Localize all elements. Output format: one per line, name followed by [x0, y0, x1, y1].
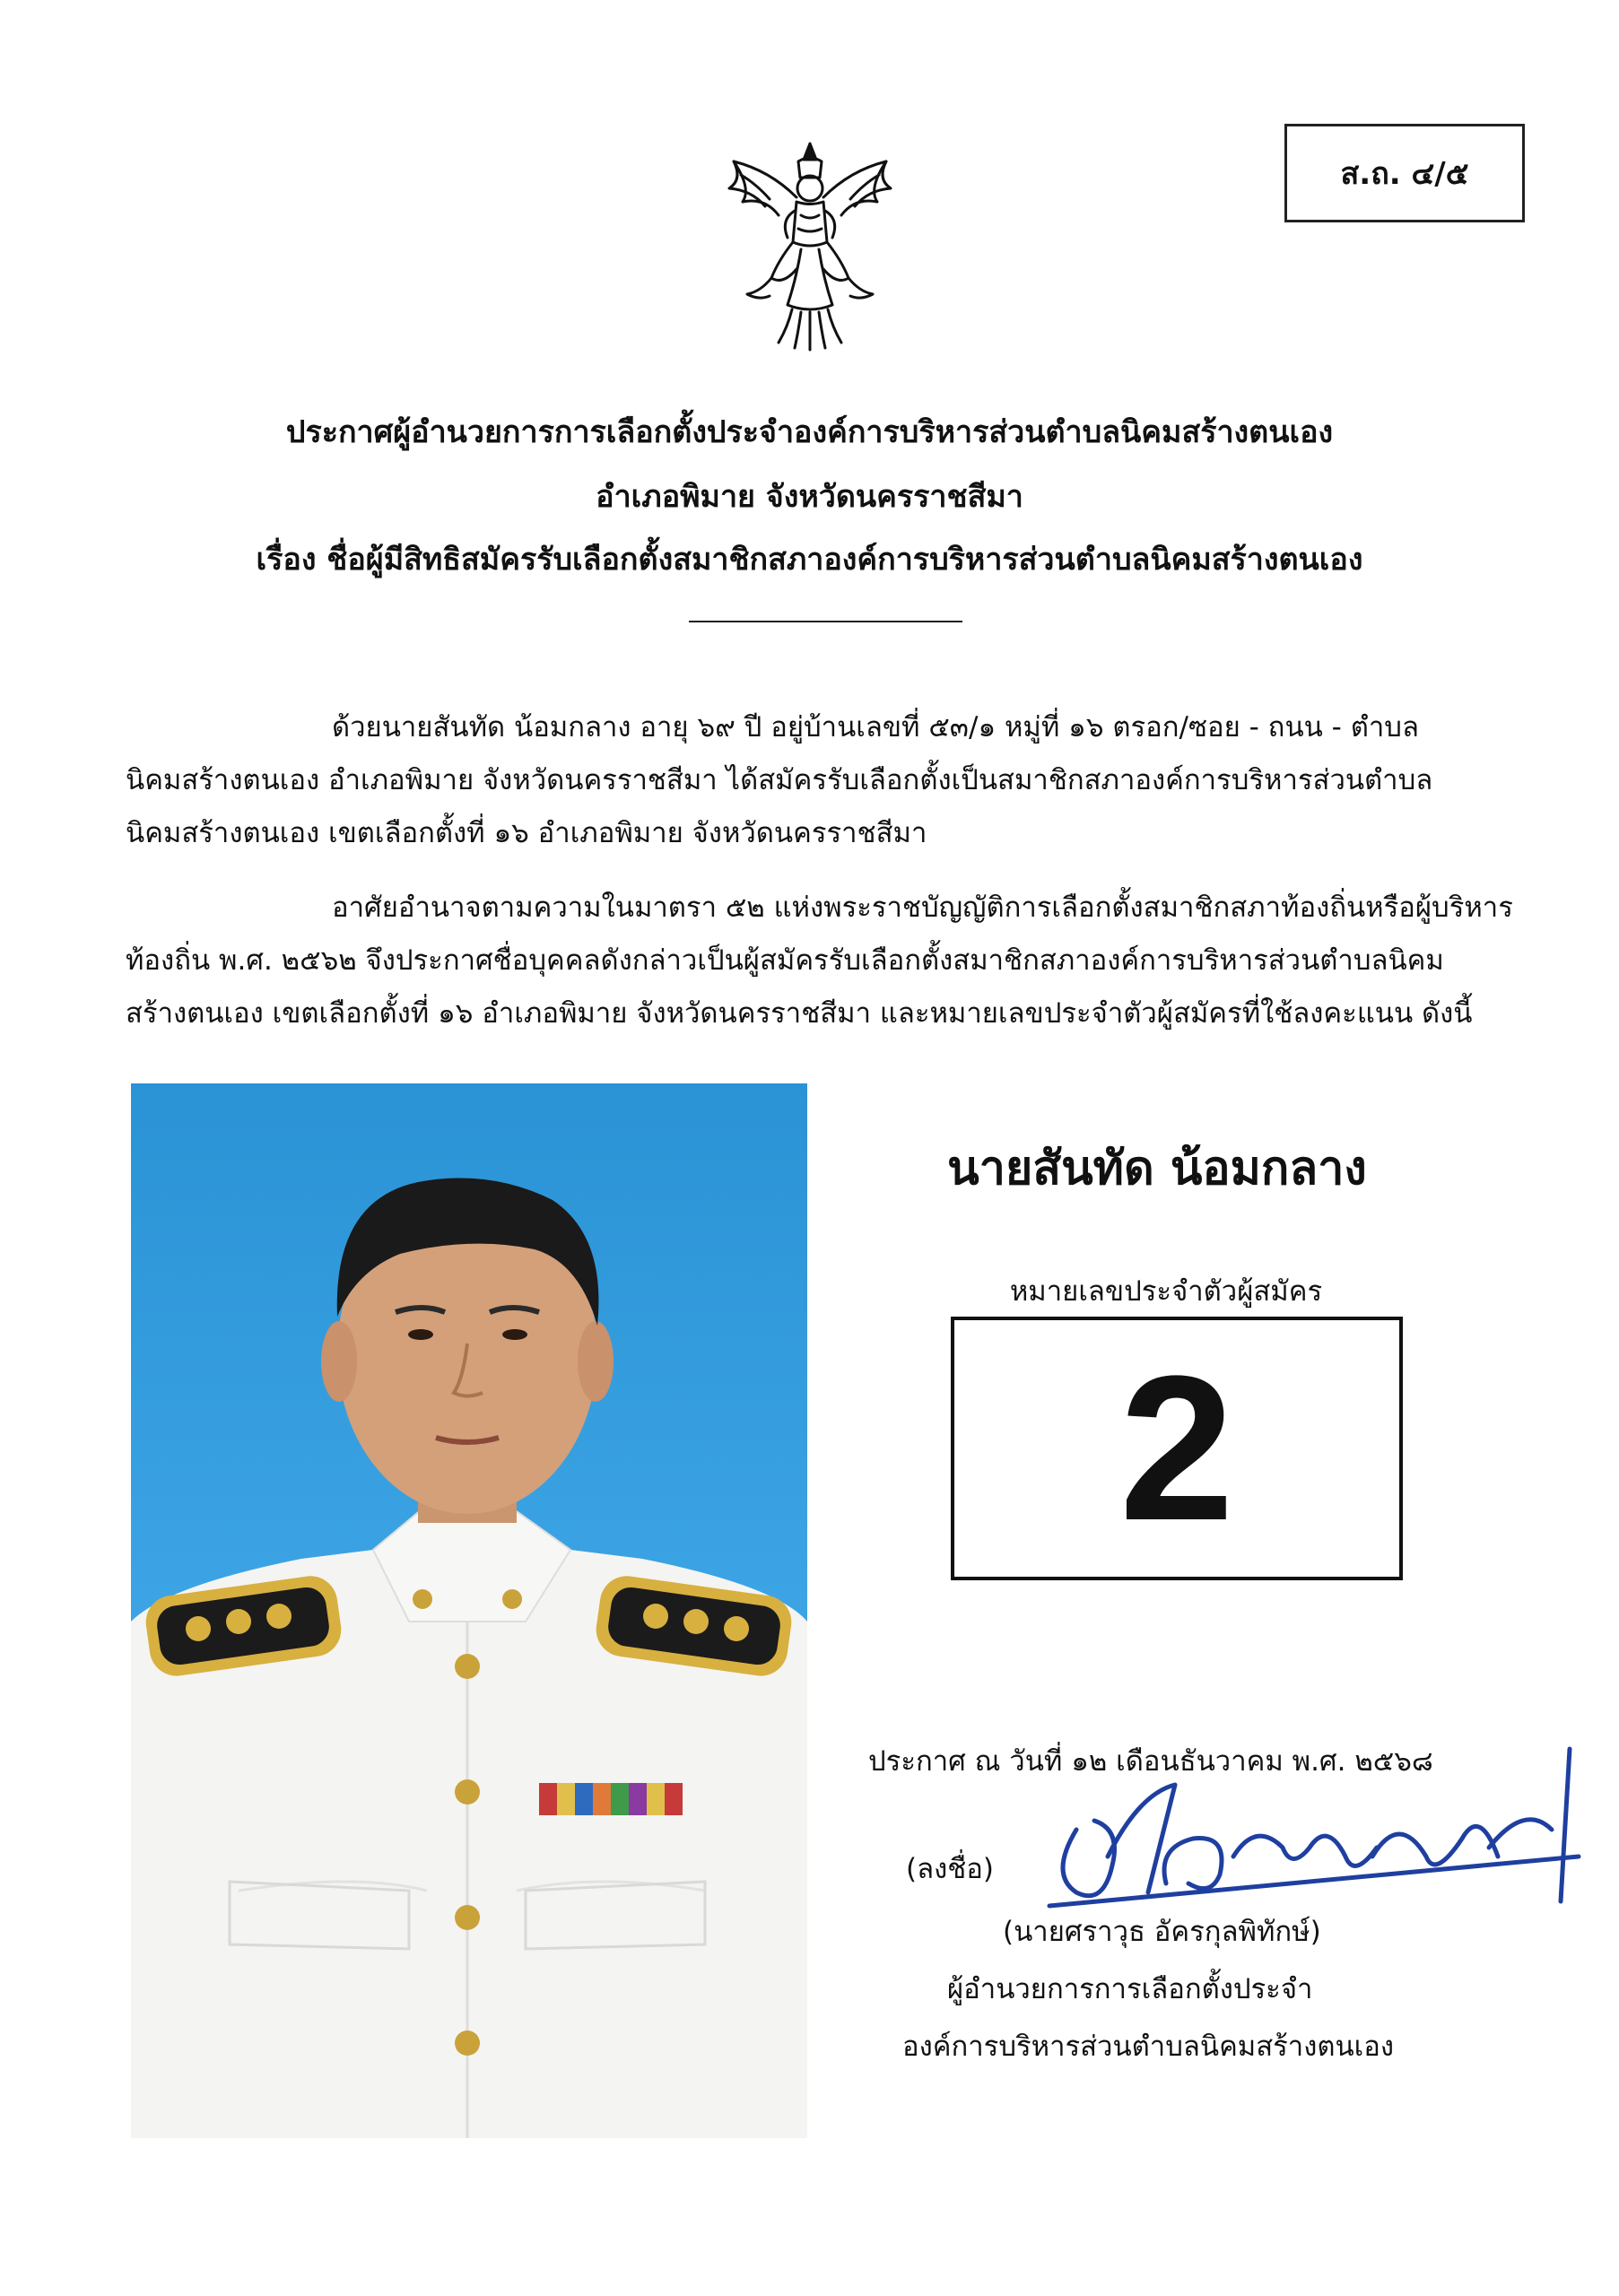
paragraph-2-line: อาศัยอำนาจตามความในมาตรา ๕๒ แห่งพระราชบัญญัติการเลือกตั้งสมาชิกสภาท้องถิ่นหรือผู้บริหาร [332, 891, 1513, 924]
paragraph-2-line: สร้างตนเอง เขตเลือกตั้งที่ ๑๖ อำเภอพิมาย จังหวัดนครราชสีมา และหมายเลขประจำตัวผู้สมัครที่ใช้ลงคะแนน ดังนี้ [126, 997, 1473, 1030]
heading-line-2: อำเภอพิมาย จังหวัดนครราชสีมา [596, 479, 1023, 515]
announcement-date: ประกาศ ณ วันที่ ๑๒ เดือนธันวาคม พ.ศ. ๒๕๖๘ [868, 1745, 1433, 1778]
divider-rule [689, 621, 962, 622]
paragraph-1-line: ด้วยนายสันทัด น้อมกลาง อายุ ๖๙ ปี อยู่บ้านเลขที่ ๕๓/๑ หมู่ที่ ๑๖ ตรอก/ซอย - ถนน - ตำบล [332, 711, 1419, 744]
heading-line-3: เรื่อง ชื่อผู้มีสิทธิสมัครรับเลือกตั้งสมาชิกสภาองค์การบริหารส่วนตำบลนิคมสร้างตนเอง [256, 542, 1363, 578]
paragraph-applicant [126, 701, 1471, 860]
handwritten-signature [1023, 1722, 1597, 1919]
candidate-number-label: หมายเลขประจำตัวผู้สมัคร [1009, 1275, 1323, 1308]
candidate-number: 2 [1119, 1333, 1234, 1563]
candidate-number-box [951, 1317, 1403, 1580]
medal-ribbons [539, 1783, 683, 1815]
heading-line-1: ประกาศผู้อำนวยการการเลือกตั้งประจำองค์การบริหารส่วนตำบลนิคมสร้างตนเอง [285, 414, 1334, 450]
document-code-box [1284, 124, 1525, 222]
signer-name: (นายศราวุธ อัครกุลพิทักษ์) [1003, 1916, 1321, 1948]
sign-label: (ลงชื่อ) [906, 1853, 994, 1885]
signer-title-line-2: องค์การบริหารส่วนตำบลนิคมสร้างตนเอง [902, 2031, 1395, 2063]
paragraph-1-line: นิคมสร้างตนเอง เขตเลือกตั้งที่ ๑๖ อำเภอพิมาย จังหวัดนครราชสีมา [126, 817, 927, 849]
document-code: ส.ถ. ๔/๕ [1340, 156, 1469, 192]
paragraph-2-line: ท้องถิ่น พ.ศ. ๒๕๖๒ จึงประกาศชื่อบุคคลดังกล่าวเป็นผู้สมัครรับเลือกตั้งสมาชิกสภาองค์การบริหารส่วนตำบลนิคม [126, 944, 1444, 977]
signer-title-line-1: ผู้อำนวยการการเลือกตั้งประจำ [947, 1973, 1313, 2005]
paragraph-legal-basis [126, 882, 1513, 1040]
garuda-emblem-icon [716, 135, 904, 359]
candidate-name: นายสันทัด น้อมกลาง [947, 1142, 1367, 1196]
paragraph-1-line: นิคมสร้างตนเอง อำเภอพิมาย จังหวัดนครราชสีมา ได้สมัครรับเลือกตั้งเป็นสมาชิกสภาองค์การบริหารส่วนตำบล [126, 764, 1433, 796]
candidate-photo [131, 1083, 807, 2138]
candidate-portrait-illustration [131, 1083, 807, 2138]
